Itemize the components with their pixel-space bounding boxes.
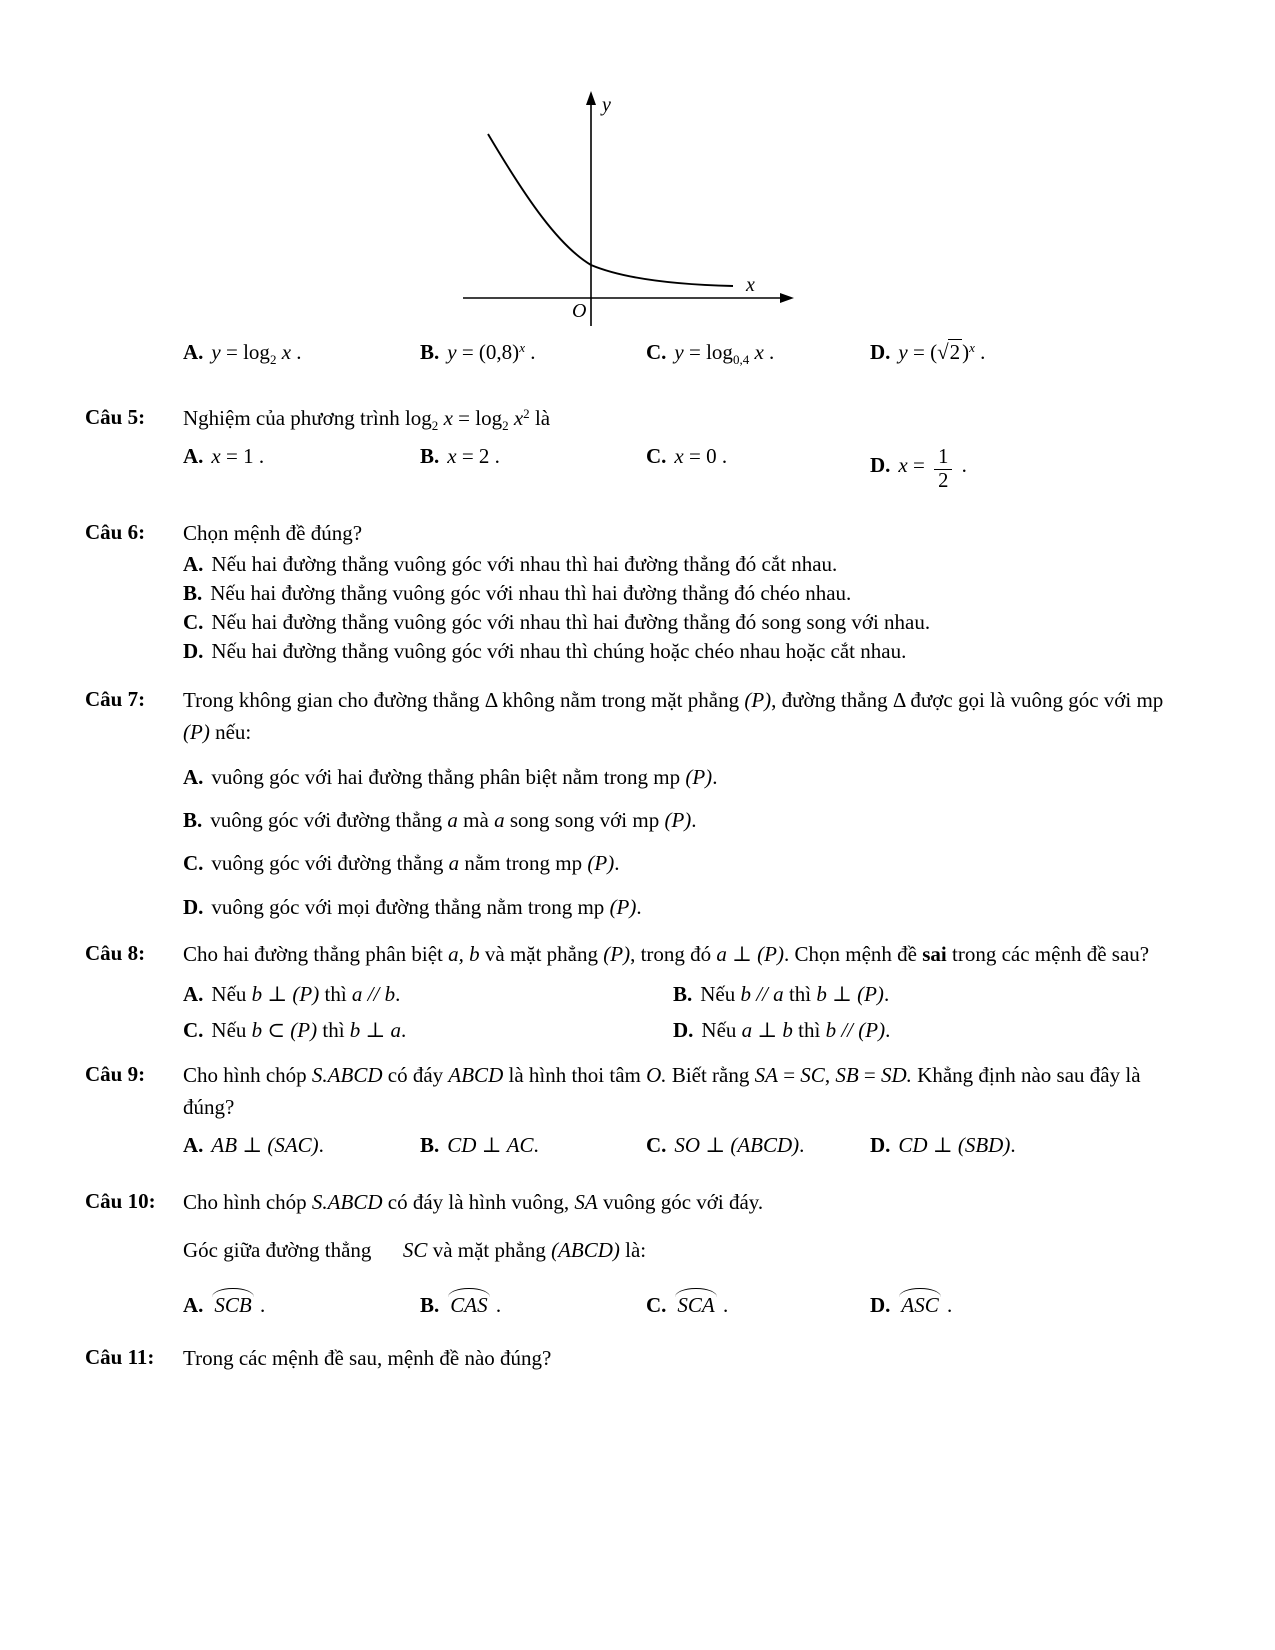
- option-a: [183, 444, 420, 491]
- option-formula: $y = (√2)^x$ .: [898, 340, 986, 365]
- question-8: [85, 938, 1190, 1043]
- question-body: [183, 684, 1190, 923]
- option-letter: C.: [646, 340, 667, 364]
- option-formula: Nếu b ⊂ (P) thì b ⊥ a.: [211, 1017, 407, 1042]
- question-title: Cho hai đường thẳng phân biệt a, b và mặt phẳng (P), trong đó a ⊥ (P). Chọn mệnh đề sai trong các mệnh đề sau?: [183, 942, 1150, 967]
- option-letter: A.: [183, 444, 204, 469]
- option-formula: CAS .: [447, 1293, 501, 1317]
- question-body: [183, 938, 1190, 1043]
- option-b: [183, 806, 1190, 835]
- y-axis-arrow-icon: [586, 91, 596, 105]
- option-b: [420, 1133, 646, 1158]
- option-text: Nếu hai đường thẳng vuông góc với nhau thì hai đường thẳng đó song song với nhau.: [211, 609, 931, 634]
- question-body: [183, 1186, 1190, 1318]
- option-d: [673, 1018, 1190, 1043]
- question-label: Câu 7:: [85, 686, 146, 711]
- option-formula: SO ⊥ (ABCD).: [674, 1132, 805, 1157]
- options-row: [183, 1133, 1190, 1158]
- option-text: Nếu hai đường thẳng vuông góc với nhau thì hai đường thẳng đó cắt nhau.: [211, 551, 838, 576]
- option-letter: D.: [673, 1017, 694, 1042]
- option-formula: x = $\frac{1}{2}$ .: [898, 446, 967, 493]
- option-a: [183, 1293, 420, 1318]
- option-a: [183, 1133, 420, 1158]
- option-formula: $y = \log_{0,4} x$ .: [674, 340, 775, 367]
- option-text: vuông góc với đường thẳng a nằm trong mp (P).: [211, 851, 620, 876]
- option-formula: Nếu b // a thì b ⊥ (P).: [700, 981, 890, 1006]
- option-formula: Nếu b ⊥ (P) thì a // b.: [211, 981, 401, 1006]
- x-axis-label: x: [746, 274, 755, 296]
- question-5: [85, 402, 1190, 491]
- option-letter: C.: [646, 1292, 667, 1317]
- option-formula: Nếu a ⊥ b thì b // (P).: [701, 1017, 891, 1042]
- option-letter: B.: [420, 1292, 440, 1317]
- option-letter: C.: [646, 1132, 667, 1157]
- options-row: [183, 1018, 1190, 1043]
- option-letter: A.: [183, 764, 204, 789]
- q4-option-c: [646, 340, 870, 368]
- option-letter: C.: [183, 1017, 204, 1042]
- option-a: [183, 982, 673, 1007]
- q4-options-row: [183, 340, 1190, 368]
- question-label: Câu 5:: [85, 404, 146, 429]
- option-d: [870, 444, 1190, 491]
- option-letter: D.: [870, 453, 891, 478]
- option-c: [183, 608, 1190, 637]
- question-7: [85, 684, 1190, 923]
- exponential-graph: [455, 88, 795, 328]
- question-title: Nghiệm của phương trình $\log_2 x = \log_2 x^2$ là: [183, 405, 551, 433]
- question-body: [183, 402, 1190, 491]
- option-a: [183, 763, 1190, 792]
- question-6: [85, 517, 1190, 665]
- option-letter: D.: [870, 340, 891, 365]
- option-formula: x = 1 .: [211, 444, 265, 469]
- options-row: [183, 444, 1190, 491]
- option-c: [646, 444, 870, 491]
- question-body: [183, 1342, 1190, 1375]
- option-c: [646, 1133, 870, 1158]
- option-letter: D.: [183, 638, 204, 663]
- option-d: [870, 1133, 1190, 1158]
- option-letter: D.: [870, 1292, 891, 1317]
- option-text: vuông góc với mọi đường thẳng nằm trong mp (P).: [211, 894, 642, 919]
- question-title: Cho hình chóp S.ABCD có đáy là hình vuông, SA vuông góc với đáy.: [183, 1189, 764, 1214]
- question-10: [85, 1186, 1190, 1318]
- options-row: [183, 1287, 1190, 1318]
- option-formula: SCA .: [674, 1293, 728, 1317]
- option-letter: A.: [183, 340, 204, 364]
- question-title: Cho hình chóp S.ABCD có đáy ABCD là hình thoi tâm O. Biết rằng SA = SC, SB = SD. Khẳng định nào sau đây là đúng?: [183, 1062, 1141, 1120]
- question-11: [85, 1342, 1190, 1375]
- option-text: Nếu hai đường thẳng vuông góc với nhau thì hai đường thẳng đó chéo nhau.: [210, 580, 852, 605]
- option-c: [646, 1293, 870, 1318]
- option-formula: AB ⊥ (SAC).: [211, 1132, 324, 1157]
- option-formula: CD ⊥ AC.: [447, 1132, 539, 1157]
- option-letter: A.: [183, 981, 204, 1006]
- question-9: [85, 1059, 1190, 1158]
- option-text: Nếu hai đường thẳng vuông góc với nhau thì chúng hoặc chéo nhau hoặc cắt nhau.: [211, 638, 907, 663]
- option-b: [673, 982, 1190, 1007]
- option-letter: C.: [646, 444, 667, 469]
- option-letter: D.: [870, 1132, 891, 1157]
- q4-option-d: [870, 340, 1190, 368]
- option-letter: B.: [420, 444, 440, 469]
- option-letter: B.: [420, 1132, 440, 1157]
- origin-label: O: [572, 300, 587, 322]
- option-letter: B.: [183, 580, 203, 605]
- question-label: Câu 9:: [85, 1061, 146, 1086]
- graph-canvas: [455, 88, 795, 328]
- question-body: [183, 517, 1190, 665]
- q4-option-b: [420, 340, 646, 368]
- option-a: [183, 550, 1190, 579]
- exponential-curve: [488, 134, 733, 286]
- q4-option-a: [183, 340, 420, 368]
- y-axis-label: y: [602, 94, 611, 116]
- option-formula: x = 2 .: [447, 444, 500, 469]
- option-b: [420, 1293, 646, 1318]
- option-letter: B.: [183, 808, 203, 833]
- option-b: [183, 579, 1190, 608]
- question-label: Câu 6:: [85, 520, 146, 545]
- option-letter: A.: [183, 1132, 204, 1157]
- question-title: Chọn mệnh đề đúng?: [183, 521, 363, 546]
- option-formula: SCB .: [211, 1293, 265, 1317]
- option-formula: CD ⊥ (SBD).: [898, 1132, 1016, 1157]
- option-d: [870, 1293, 1190, 1318]
- option-text: vuông góc với hai đường thẳng phân biệt nằm trong mp (P).: [211, 764, 718, 789]
- question-title: Trong các mệnh đề sau, mệnh đề nào đúng?: [183, 1345, 552, 1370]
- option-d: [183, 637, 1190, 666]
- option-formula: $y = (0,8)^x$ .: [447, 340, 536, 365]
- x-axis-arrow-icon: [780, 293, 794, 303]
- option-formula: ASC .: [898, 1293, 952, 1317]
- question-label: Câu 8:: [85, 941, 146, 966]
- option-letter: B.: [673, 981, 693, 1006]
- question-subtitle: Góc giữa đường thẳng SC và mặt phẳng (ABCD) là:: [183, 1238, 647, 1263]
- question-label: Câu 10:: [85, 1188, 156, 1213]
- option-b: [420, 444, 646, 491]
- question-title: Trong không gian cho đường thẳng Δ không nằm trong mặt phẳng (P), đường thẳng Δ được gọi là vuông góc với mp (P) nếu:: [183, 687, 1164, 745]
- option-d: [183, 893, 1190, 922]
- option-text: vuông góc với đường thẳng a mà a song song với mp (P).: [210, 808, 697, 833]
- option-letter: C.: [183, 851, 204, 876]
- option-letter: A.: [183, 1292, 204, 1317]
- question-body: [183, 1059, 1190, 1158]
- option-formula: x = 0 .: [674, 444, 728, 469]
- option-c: [183, 849, 1190, 878]
- option-letter: B.: [420, 340, 440, 365]
- option-letter: A.: [183, 551, 204, 576]
- option-letter: C.: [183, 609, 204, 634]
- question-label: Câu 11:: [85, 1344, 155, 1369]
- option-c: [183, 1018, 673, 1043]
- option-formula: $y = \log_2 x$ .: [211, 340, 302, 367]
- options-row: [183, 982, 1190, 1007]
- option-letter: D.: [183, 894, 204, 919]
